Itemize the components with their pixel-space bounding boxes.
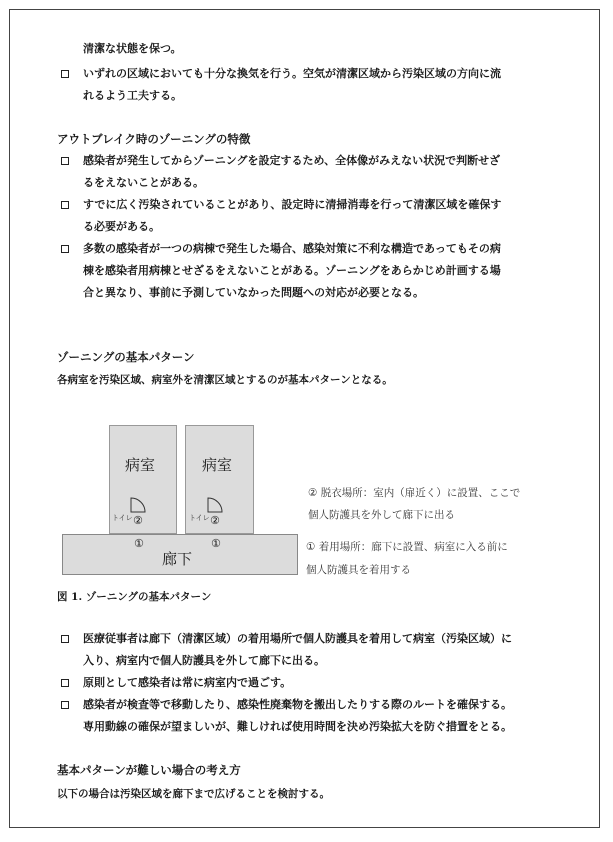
text-line: 清潔な状態を保つ。 [83,42,182,55]
text-line: 棟を感染者用病棟とせざるをえないことがある。ゾーニングをあらかじめ計画する場 [83,264,501,277]
door-icon [130,497,146,513]
bullet-square [61,201,69,209]
section-description: 以下の場合は汚染区域を廊下まで広げることを検討する。 [57,788,330,800]
text-line: 多数の感染者が一つの病棟で発生した場合、感染対策に不利な構造であってもその病 [83,242,501,255]
bullet-square [61,245,69,253]
bullet-square [61,70,69,78]
note-donning: ① 着用場所：廊下に設置、病室に入る前に [306,541,508,553]
section-description: 各病室を汚染区域、病室外を清潔区域とするのが基本パターンとなる。 [57,374,393,386]
room-1-label: 病室 [125,456,156,474]
marker-undress-1: ② [133,514,143,527]
text-line: すでに広く汚染されていることがあり、設定時に清掃消毒を行って清潔区域を確保す [83,198,502,211]
text-line: 原則として感染者は常に病室内で過ごす。 [83,676,292,689]
text-line: 専用動線の確保が望ましいが、難しければ使用時間を決め汚染拡大を防ぐ措置をとる。 [83,720,512,733]
room-2-label: 病室 [202,456,233,474]
note-undress: ② 脱衣場所：室内（扉近く）に設置、ここで [308,487,521,499]
marker-donning-1: ① [134,537,144,550]
note-donning: 個人防護具を着用する [306,564,411,576]
figure-caption: 図 1. ゾーニングの基本パターン [57,591,212,603]
note-undress: 個人防護具を外して廊下に出る [308,509,455,521]
text-line: いずれの区域においても十分な換気を行う。空気が清潔区域から汚染区域の方向に流 [83,67,501,80]
text-line: 感染者が検査等で移動したり、感染性廃棄物を搬出したりする際のルートを確保する。 [83,698,512,711]
bullet-square [61,701,69,709]
bullet-square [61,157,69,165]
section-heading-outbreak: アウトブレイク時のゾーニングの特徴 [57,132,251,146]
text-line: 感染者が発生してからゾーニングを設定するため、全体像がみえない状況で判断せざ [83,154,501,167]
toilet-label-1: トイレ [112,514,133,522]
text-line: 入り、病室内で個人防護具を外して廊下に出る。 [83,654,325,667]
section-heading-difficult: 基本パターンが難しい場合の考え方 [57,763,241,777]
section-heading-basic: ゾーニングの基本パターン [57,350,195,364]
text-line: る必要がある。 [83,220,160,233]
text-line: 合と異なり、事前に予測していなかった問題への対応が必要となる。 [83,286,424,299]
text-line: るをえないことがある。 [83,176,204,189]
text-line: れるよう工夫する。 [83,89,182,102]
toilet-label-2: トイレ [189,514,210,522]
text-line: 医療従事者は廊下（清潔区域）の着用場所で個人防護具を着用して病室（汚染区域）に [83,632,512,645]
marker-donning-2: ① [211,537,221,550]
corridor-label: 廊下 [162,550,193,568]
door-icon [207,497,223,513]
bullet-square [61,679,69,687]
bullet-square [61,635,69,643]
marker-undress-2: ② [210,514,220,527]
